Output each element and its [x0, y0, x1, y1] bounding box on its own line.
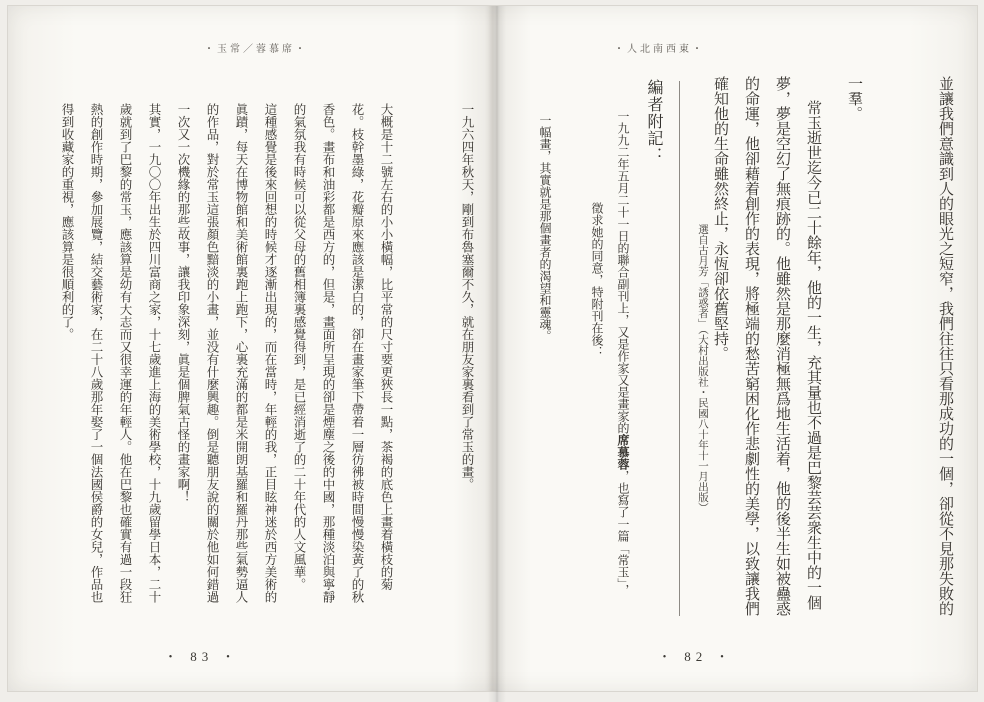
section-divider-rule [679, 81, 680, 616]
text-column: 徵求她的同意，特附刊在後： [590, 202, 604, 358]
text-column: 這種感覺是後來回想的時候才逐漸出現的，而在當時，年輕的我，正目眩神迷於西方美術的 [263, 103, 277, 603]
text-column: 其實，一九〇〇年出生於四川富商之家，十七歲進上海的美術學校，十九歲留學日本，二十 [147, 103, 161, 603]
text-column: 的命運，他卻藉着創作的表現，將極端的愁苦窮困化作悲劇性的美學，以致讓我們 [743, 76, 759, 616]
book-gutter-shadow [488, 6, 506, 702]
text-column: 一九六四年秋天，剛到布魯塞爾不久，就在朋友家裏看到了常玉的畫。 [460, 103, 474, 491]
text-column: 夢，夢是空幻了無痕跡的。他雖然是那麼消極無爲地生活着，他的後半生如被蠱惑 [774, 76, 790, 616]
text-column: 熱的創作時期，參加展覽，結交藝術家，在二十八歲那年娶了一個法國侯爵的女兒，作品也 [89, 103, 103, 603]
text-column: 一幅畫，其實就是那個畫者的渴望和靈魂。 [538, 114, 552, 342]
editor-note-heading: 編者附記： [645, 79, 662, 164]
text-column [610, 76, 636, 676]
right-page-article-block [704, 76, 960, 666]
text-column: 一次又一次機緣的那些故事，讓我印象深刻，眞是個脾氣古怪的畫家啊！ [176, 103, 190, 503]
right-running-head: ・人北南西東・ [614, 44, 705, 55]
text-column: 常玉逝世迄今已二十餘年，他的一生，充其量也不過是巴黎芸芸衆生中的一個 [805, 100, 821, 610]
text-column: 得到收藏家的重視，應該算是很順利的了。 [60, 103, 74, 341]
text-column: 香色。畫布和油彩都是西方的，但是，畫面所呈現的卻是煙塵之後的中國，那種淡泊與寧靜 [321, 103, 335, 603]
text-column: 歲就到了巴黎的常玉，應該算是幼有大志而又很幸運的年輕人。他在巴黎也確實有過一段狂 [118, 103, 132, 603]
right-page-number: ・ 82 ・ [658, 649, 734, 664]
text-column: 大概是十二號左右的小小橫幅，比平常的尺寸要更狹長一點，茶褐的底色上畫着橫枝的菊 [379, 103, 393, 591]
text-column: 確知他的生命雖然終止，永恆卻依舊堅持。 [712, 76, 728, 361]
text-column: 一羣。 [846, 76, 862, 121]
text-column: 的作品，對於常玉這張顏色黯淡的小畫，並没有什麼興趣。倒是聽朋友說的關於他如何錯過 [205, 103, 219, 603]
editor-note-body [532, 76, 636, 676]
text-column: 眞蹟，每天在博物館和美術館裏跑上跑下，心裏充滿的都是米開朗基羅和羅丹那些氣勢逼人 [234, 103, 248, 603]
note-line1-suffix: ，也寫了一篇「常玉」， [616, 470, 630, 596]
note-line1-prefix: 一九九二年五月二十一日的聯合副刊上，又是作家又是畫家的 [616, 110, 630, 434]
attribution-line: 選自古月芳「誘惑者」（大村出版社・民國八十年十一月出版） [697, 224, 708, 513]
left-running-head: ・玉常／蓉慕席・ [204, 44, 308, 55]
left-page-text-block [52, 103, 481, 651]
text-column: 花。枝幹墨綠，花瓣原來應該是潔白的，卻在畫家筆下帶着一層彷彿被時間慢慢染黃了的秋 [350, 103, 364, 603]
left-page-number: ・ 83 ・ [164, 649, 240, 664]
note-line1-author-bold: 席慕蓉 [616, 434, 630, 470]
text-column: 的氣氛我有時候可以從父母的舊相簿裏感覺得到，是已經消逝了的二十年代的人文風華。 [292, 103, 306, 591]
book-spread [7, 5, 978, 692]
text-column: 並讓我們意識到人的眼光之短窄，我們往往只看那成功的一個，卻從不見那失敗的 [937, 76, 953, 616]
